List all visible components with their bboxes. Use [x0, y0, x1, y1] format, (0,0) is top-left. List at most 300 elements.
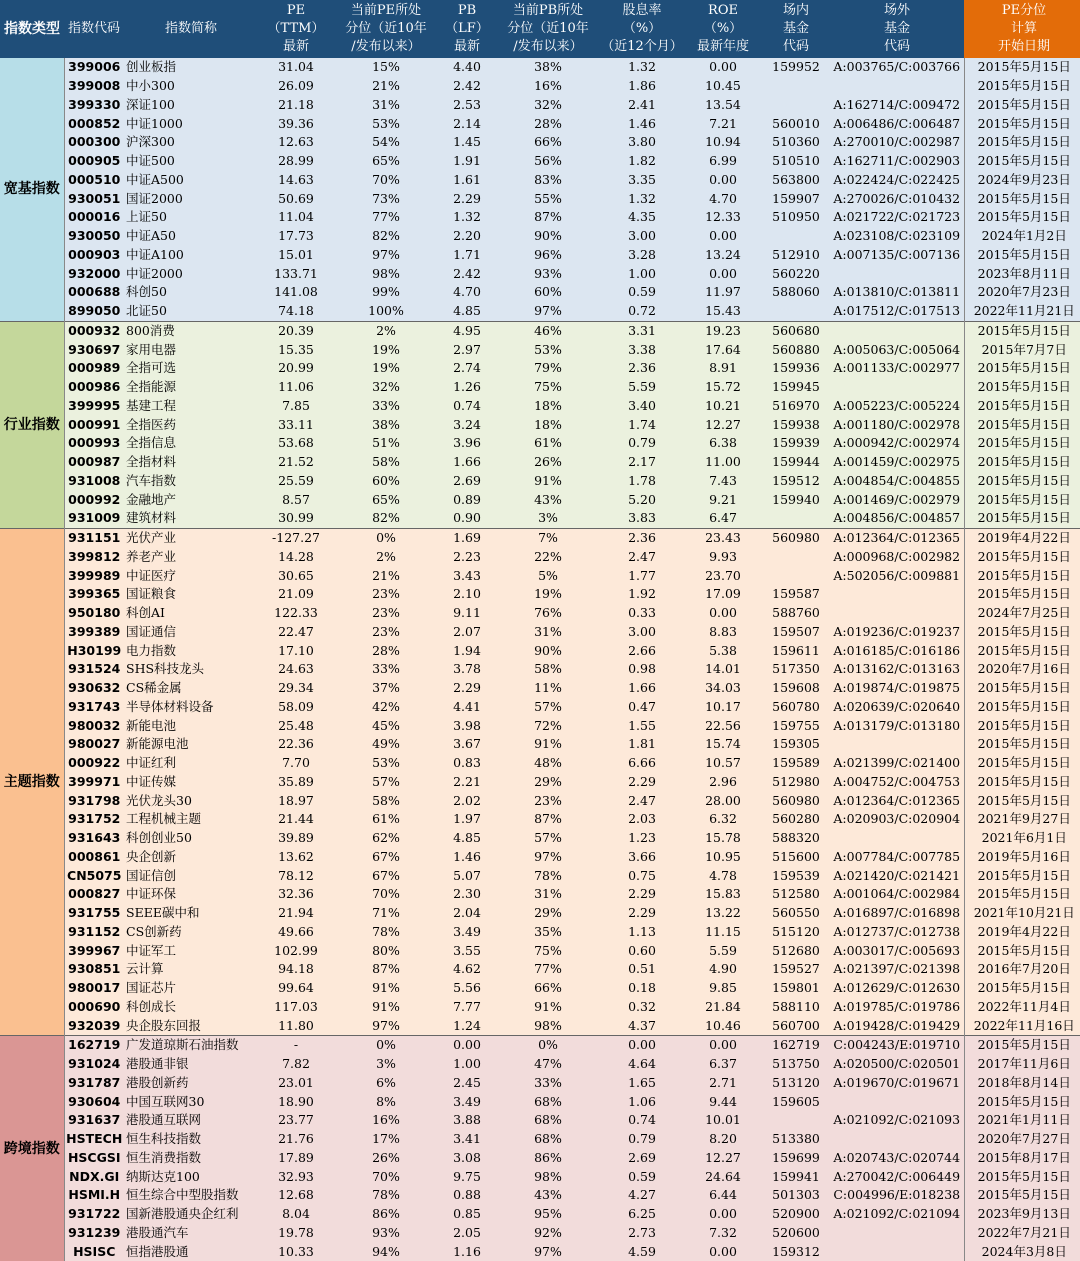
pe-percentile-cell: 0% [334, 528, 438, 547]
exchange-fund-code-cell: 159539 [762, 866, 830, 885]
exchange-fund-code-cell: 159941 [762, 1167, 830, 1186]
index-name-cell: 央企创新 [124, 848, 258, 867]
table-header-row [0, 0, 1080, 58]
pe-ttm-cell: 39.89 [258, 829, 334, 848]
pe-percentile-cell: 53% [334, 754, 438, 773]
table-row [0, 434, 1080, 453]
exchange-fund-code-cell: 162719 [762, 1036, 830, 1055]
index-code-cell: 931152 [64, 923, 124, 942]
exchange-fund-code-cell: 513120 [762, 1074, 830, 1093]
roe-cell: 0.00 [684, 58, 762, 77]
otc-fund-code-cell: A:000942/C:002974 [830, 434, 964, 453]
index-name-cell: 全指材料 [124, 453, 258, 472]
pb-lf-cell: 1.00 [438, 1055, 496, 1074]
dividend-yield-cell: 0.32 [600, 998, 684, 1017]
dividend-yield-cell: 2.29 [600, 773, 684, 792]
pe-ttm-cell: 133.71 [258, 264, 334, 283]
pe-ttm-cell: 21.52 [258, 453, 334, 472]
index-name-cell: 国证粮食 [124, 585, 258, 604]
pb-percentile-cell: 93% [496, 264, 600, 283]
roe-cell: 10.57 [684, 754, 762, 773]
pe-ttm-cell: 7.70 [258, 754, 334, 773]
index-name-cell: 半导体材料设备 [124, 698, 258, 717]
pe-ttm-cell: 74.18 [258, 302, 334, 321]
exchange-fund-code-cell: 560680 [762, 321, 830, 340]
pe-start-date-cell: 2015年5月15日 [964, 885, 1080, 904]
pe-start-date-cell: 2023年9月13日 [964, 1205, 1080, 1224]
pb-lf-cell: 1.61 [438, 171, 496, 190]
exchange-fund-code-cell: 588760 [762, 604, 830, 623]
pe-ttm-cell: 20.39 [258, 321, 334, 340]
dividend-yield-cell: 0.72 [600, 302, 684, 321]
header-pb-lf [438, 0, 496, 58]
roe-cell: 10.45 [684, 77, 762, 96]
table-row [0, 378, 1080, 397]
index-code-cell: 899050 [64, 302, 124, 321]
pe-percentile-cell: 3% [334, 1055, 438, 1074]
roe-cell: 10.21 [684, 397, 762, 416]
roe-cell: 22.56 [684, 716, 762, 735]
pe-ttm-cell: 26.09 [258, 77, 334, 96]
exchange-fund-code-cell: 560980 [762, 528, 830, 547]
table-row [0, 1242, 1080, 1261]
otc-fund-code-cell: A:021092/C:021094 [830, 1205, 964, 1224]
exchange-fund-code-cell: 159507 [762, 623, 830, 642]
header-line: 计算 [1011, 21, 1037, 36]
otc-fund-code-cell: A:021399/C:021400 [830, 754, 964, 773]
pe-start-date-cell: 2015年5月15日 [964, 246, 1080, 265]
otc-fund-code-cell: A:012364/C:012365 [830, 528, 964, 547]
index-name-cell: 中小300 [124, 77, 258, 96]
otc-fund-code-cell: A:019874/C:019875 [830, 679, 964, 698]
table-row [0, 283, 1080, 302]
pb-lf-cell: 2.20 [438, 227, 496, 246]
otc-fund-code-cell: A:019785/C:019786 [830, 998, 964, 1017]
pe-start-date-cell: 2015年5月15日 [964, 623, 1080, 642]
dividend-yield-cell: 0.74 [600, 1111, 684, 1130]
index-name-cell: 中证A50 [124, 227, 258, 246]
pe-start-date-cell: 2024年1月2日 [964, 227, 1080, 246]
index-code-cell: 000989 [64, 359, 124, 378]
dividend-yield-cell: 4.35 [600, 208, 684, 227]
otc-fund-code-cell: A:007135/C:007136 [830, 246, 964, 265]
index-name-cell: 中证500 [124, 152, 258, 171]
pb-lf-cell: 3.43 [438, 566, 496, 585]
pb-percentile-cell: 68% [496, 1130, 600, 1149]
pe-start-date-cell: 2015年5月15日 [964, 641, 1080, 660]
header-line: PE [287, 3, 305, 18]
index-code-cell: 000905 [64, 152, 124, 171]
pe-ttm-cell: -127.27 [258, 528, 334, 547]
pe-start-date-cell: 2015年5月15日 [964, 548, 1080, 567]
pe-start-date-cell: 2016年7月20日 [964, 960, 1080, 979]
roe-cell: 21.84 [684, 998, 762, 1017]
table-row [0, 979, 1080, 998]
pb-percentile-cell: 95% [496, 1205, 600, 1224]
roe-cell: 10.95 [684, 848, 762, 867]
header-pe-start-date [964, 0, 1080, 58]
pb-lf-cell: 4.85 [438, 829, 496, 848]
pe-percentile-cell: 82% [334, 509, 438, 528]
roe-cell: 34.03 [684, 679, 762, 698]
index-name-cell: 汽车指数 [124, 472, 258, 491]
table-row [0, 848, 1080, 867]
otc-fund-code-cell: A:023108/C:023109 [830, 227, 964, 246]
otc-fund-code-cell: A:013162/C:013163 [830, 660, 964, 679]
pb-lf-cell: 1.45 [438, 133, 496, 152]
pe-ttm-cell: 31.04 [258, 58, 334, 77]
header-line: 分位（近10年 [507, 21, 589, 36]
pe-percentile-cell: 100% [334, 302, 438, 321]
pe-ttm-cell: 24.63 [258, 660, 334, 679]
dividend-yield-cell: 3.80 [600, 133, 684, 152]
pe-ttm-cell: 58.09 [258, 698, 334, 717]
table-row [0, 340, 1080, 359]
pe-start-date-cell: 2015年5月15日 [964, 96, 1080, 115]
pe-start-date-cell: 2024年9月23日 [964, 171, 1080, 190]
table-row [0, 133, 1080, 152]
pe-start-date-cell: 2019年4月22日 [964, 528, 1080, 547]
header-line: 最新 [283, 39, 309, 54]
index-name-cell: 建筑材料 [124, 509, 258, 528]
table-row [0, 397, 1080, 416]
table-row [0, 829, 1080, 848]
pe-percentile-cell: 71% [334, 904, 438, 923]
pb-lf-cell: 5.56 [438, 979, 496, 998]
dividend-yield-cell: 3.38 [600, 340, 684, 359]
pb-lf-cell: 4.40 [438, 58, 496, 77]
pe-ttm-cell: 18.97 [258, 791, 334, 810]
index-code-cell: 000510 [64, 171, 124, 190]
roe-cell: 7.32 [684, 1224, 762, 1243]
table-row [0, 1111, 1080, 1130]
exchange-fund-code-cell: 588320 [762, 829, 830, 848]
roe-cell: 0.00 [684, 1036, 762, 1055]
table-row [0, 96, 1080, 115]
otc-fund-code-cell [830, 604, 964, 623]
index-name-cell: 电力指数 [124, 641, 258, 660]
otc-fund-code-cell: A:012737/C:012738 [830, 923, 964, 942]
pe-percentile-cell: 38% [334, 415, 438, 434]
pe-ttm-cell: 49.66 [258, 923, 334, 942]
header-line: 指数类型 [4, 21, 60, 37]
index-code-cell: 931755 [64, 904, 124, 923]
table-row [0, 208, 1080, 227]
otc-fund-code-cell: A:021420/C:021421 [830, 866, 964, 885]
pb-percentile-cell: 77% [496, 960, 600, 979]
pe-percentile-cell: 78% [334, 1186, 438, 1205]
index-code-cell: NDX.GI [64, 1167, 124, 1186]
pe-percentile-cell: 99% [334, 283, 438, 302]
dividend-yield-cell: 1.78 [600, 472, 684, 491]
otc-fund-code-cell: A:021092/C:021093 [830, 1111, 964, 1130]
pb-percentile-cell: 31% [496, 885, 600, 904]
pe-start-date-cell: 2015年5月15日 [964, 866, 1080, 885]
header-line: /发布以来） [513, 39, 582, 54]
exchange-fund-code-cell [762, 509, 830, 528]
pe-ttm-cell: 99.64 [258, 979, 334, 998]
index-code-cell: 000986 [64, 378, 124, 397]
header-line: 代码 [884, 39, 910, 54]
pb-percentile-cell: 66% [496, 979, 600, 998]
table-row [0, 1055, 1080, 1074]
dividend-yield-cell: 2.73 [600, 1224, 684, 1243]
table-row [0, 415, 1080, 434]
pb-lf-cell: 4.70 [438, 283, 496, 302]
otc-fund-code-cell [830, 378, 964, 397]
index-code-cell: 931524 [64, 660, 124, 679]
header-pe-ttm [258, 0, 334, 58]
table-row [0, 960, 1080, 979]
pe-ttm-cell: 35.89 [258, 773, 334, 792]
pb-percentile-cell: 5% [496, 566, 600, 585]
index-name-cell: 央企股东回报 [124, 1016, 258, 1035]
otc-fund-code-cell: A:000968/C:002982 [830, 548, 964, 567]
index-name-cell: 新能电池 [124, 716, 258, 735]
dividend-yield-cell: 0.60 [600, 941, 684, 960]
exchange-fund-code-cell: 560010 [762, 114, 830, 133]
roe-cell: 19.23 [684, 321, 762, 340]
table-row [0, 246, 1080, 265]
pb-percentile-cell: 55% [496, 189, 600, 208]
pe-percentile-cell: 87% [334, 960, 438, 979]
exchange-fund-code-cell [762, 227, 830, 246]
index-name-cell: 光伏龙头30 [124, 791, 258, 810]
pe-ttm-cell: 33.11 [258, 415, 334, 434]
table-row [0, 566, 1080, 585]
dividend-yield-cell: 0.79 [600, 1130, 684, 1149]
index-name-cell: 中证2000 [124, 264, 258, 283]
header-line: 分位（近10年 [345, 21, 427, 36]
pe-start-date-cell: 2015年5月15日 [964, 453, 1080, 472]
dividend-yield-cell: 1.06 [600, 1092, 684, 1111]
pb-lf-cell: 4.85 [438, 302, 496, 321]
otc-fund-code-cell: A:020903/C:020904 [830, 810, 964, 829]
header-line: 基金 [783, 21, 809, 36]
index-name-cell: 北证50 [124, 302, 258, 321]
roe-cell: 23.43 [684, 528, 762, 547]
exchange-fund-code-cell: 159589 [762, 754, 830, 773]
otc-fund-code-cell [830, 264, 964, 283]
table-body [0, 58, 1080, 1261]
dividend-yield-cell: 1.32 [600, 58, 684, 77]
pe-start-date-cell: 2015年5月15日 [964, 1036, 1080, 1055]
roe-cell: 10.17 [684, 698, 762, 717]
index-code-cell: 000861 [64, 848, 124, 867]
index-code-cell: 000903 [64, 246, 124, 265]
table-row [0, 1167, 1080, 1186]
pe-start-date-cell: 2015年5月15日 [964, 397, 1080, 416]
index-code-cell: 980027 [64, 735, 124, 754]
exchange-fund-code-cell: 517350 [762, 660, 830, 679]
pb-percentile-cell: 97% [496, 1242, 600, 1261]
pb-percentile-cell: 87% [496, 810, 600, 829]
pb-lf-cell: 1.46 [438, 848, 496, 867]
pb-lf-cell: 1.69 [438, 528, 496, 547]
otc-fund-code-cell: A:021397/C:021398 [830, 960, 964, 979]
pe-ttm-cell: 19.78 [258, 1224, 334, 1243]
pe-start-date-cell: 2022年7月21日 [964, 1224, 1080, 1243]
pb-lf-cell: 9.11 [438, 604, 496, 623]
roe-cell: 6.44 [684, 1186, 762, 1205]
pe-ttm-cell: 10.33 [258, 1242, 334, 1261]
header-line: 当前PB所处 [513, 3, 583, 18]
index-code-cell: 162719 [64, 1036, 124, 1055]
pe-percentile-cell: 21% [334, 566, 438, 585]
index-code-cell: 931798 [64, 791, 124, 810]
index-name-cell: 光伏产业 [124, 528, 258, 547]
pb-percentile-cell: 91% [496, 735, 600, 754]
pb-percentile-cell: 32% [496, 96, 600, 115]
roe-cell: 15.43 [684, 302, 762, 321]
index-code-cell: 931151 [64, 528, 124, 547]
pe-start-date-cell: 2015年5月15日 [964, 679, 1080, 698]
pb-percentile-cell: 35% [496, 923, 600, 942]
pe-start-date-cell: 2021年9月27日 [964, 810, 1080, 829]
pb-lf-cell: 5.07 [438, 866, 496, 885]
table-row [0, 528, 1080, 547]
category-label: 宽基指数 [0, 58, 64, 321]
table-row [0, 866, 1080, 885]
roe-cell: 13.22 [684, 904, 762, 923]
pe-start-date-cell: 2020年7月23日 [964, 283, 1080, 302]
table-row [0, 1036, 1080, 1055]
pe-percentile-cell: 51% [334, 434, 438, 453]
pb-percentile-cell: 53% [496, 340, 600, 359]
table-row [0, 359, 1080, 378]
pb-percentile-cell: 26% [496, 453, 600, 472]
otc-fund-code-cell: A:022424/C:022425 [830, 171, 964, 190]
otc-fund-code-cell: A:001459/C:002975 [830, 453, 964, 472]
roe-cell: 5.38 [684, 641, 762, 660]
pe-start-date-cell: 2015年5月15日 [964, 979, 1080, 998]
index-code-cell: 399330 [64, 96, 124, 115]
index-name-cell: 港股创新药 [124, 1074, 258, 1093]
dividend-yield-cell: 6.66 [600, 754, 684, 773]
index-name-cell: 中证环保 [124, 885, 258, 904]
dividend-yield-cell: 0.59 [600, 283, 684, 302]
header-line: 最新 [454, 39, 480, 54]
pb-percentile-cell: 96% [496, 246, 600, 265]
otc-fund-code-cell [830, 1092, 964, 1111]
pb-lf-cell: 3.98 [438, 716, 496, 735]
header-line: PB [458, 3, 476, 18]
pe-percentile-cell: 78% [334, 923, 438, 942]
otc-fund-code-cell: A:017512/C:017513 [830, 302, 964, 321]
pb-percentile-cell: 90% [496, 227, 600, 246]
pe-percentile-cell: 2% [334, 548, 438, 567]
index-code-cell: 930697 [64, 340, 124, 359]
pe-ttm-cell: 14.28 [258, 548, 334, 567]
exchange-fund-code-cell: 159944 [762, 453, 830, 472]
pe-percentile-cell: 57% [334, 773, 438, 792]
pe-ttm-cell: 50.69 [258, 189, 334, 208]
index-name-cell: 全指医药 [124, 415, 258, 434]
index-code-cell: 931787 [64, 1074, 124, 1093]
exchange-fund-code-cell: 560220 [762, 264, 830, 283]
roe-cell: 2.96 [684, 773, 762, 792]
dividend-yield-cell: 0.00 [600, 1036, 684, 1055]
pe-ttm-cell: 32.93 [258, 1167, 334, 1186]
dividend-yield-cell: 3.28 [600, 246, 684, 265]
index-name-cell: 养老产业 [124, 548, 258, 567]
dividend-yield-cell: 2.03 [600, 810, 684, 829]
otc-fund-code-cell: A:020639/C:020640 [830, 698, 964, 717]
otc-fund-code-cell: A:013810/C:013811 [830, 283, 964, 302]
pb-lf-cell: 9.75 [438, 1167, 496, 1186]
table-row [0, 548, 1080, 567]
roe-cell: 12.33 [684, 208, 762, 227]
exchange-fund-code-cell: 560980 [762, 791, 830, 810]
pe-ttm-cell: 18.90 [258, 1092, 334, 1111]
index-name-cell: CS稀金属 [124, 679, 258, 698]
pb-lf-cell: 4.62 [438, 960, 496, 979]
dividend-yield-cell: 0.51 [600, 960, 684, 979]
pe-start-date-cell: 2015年5月15日 [964, 1167, 1080, 1186]
exchange-fund-code-cell: 560280 [762, 810, 830, 829]
pb-percentile-cell: 97% [496, 848, 600, 867]
table-row [0, 998, 1080, 1017]
index-name-cell: 中证1000 [124, 114, 258, 133]
pe-percentile-cell: 37% [334, 679, 438, 698]
pb-lf-cell: 4.41 [438, 698, 496, 717]
roe-cell: 10.46 [684, 1016, 762, 1035]
index-code-cell: 932000 [64, 264, 124, 283]
index-name-cell: 港股通汽车 [124, 1224, 258, 1243]
index-name-cell: 云计算 [124, 960, 258, 979]
index-code-cell: 931752 [64, 810, 124, 829]
pb-lf-cell: 2.74 [438, 359, 496, 378]
pe-ttm-cell: 7.85 [258, 397, 334, 416]
index-name-cell: 中证A500 [124, 171, 258, 190]
pe-start-date-cell: 2015年5月15日 [964, 754, 1080, 773]
otc-fund-code-cell [830, 77, 964, 96]
pe-percentile-cell: 97% [334, 246, 438, 265]
index-name-cell: 金融地产 [124, 490, 258, 509]
exchange-fund-code-cell [762, 302, 830, 321]
pb-lf-cell: 2.10 [438, 585, 496, 604]
dividend-yield-cell: 1.86 [600, 77, 684, 96]
otc-fund-code-cell: A:012629/C:012630 [830, 979, 964, 998]
otc-fund-code-cell: A:162714/C:009472 [830, 96, 964, 115]
otc-fund-code-cell [830, 585, 964, 604]
dividend-yield-cell: 3.00 [600, 623, 684, 642]
header-line: 最新年度 [697, 39, 749, 54]
index-code-cell: 000827 [64, 885, 124, 904]
table-row [0, 509, 1080, 528]
header-line: （LF） [445, 21, 489, 36]
roe-cell: 2.71 [684, 1074, 762, 1093]
otc-fund-code-cell [830, 735, 964, 754]
pe-percentile-cell: 73% [334, 189, 438, 208]
exchange-fund-code-cell: 510360 [762, 133, 830, 152]
dividend-yield-cell: 2.47 [600, 548, 684, 567]
index-name-cell: 恒生消费指数 [124, 1149, 258, 1168]
pb-lf-cell: 2.42 [438, 77, 496, 96]
index-code-cell: 931643 [64, 829, 124, 848]
exchange-fund-code-cell [762, 548, 830, 567]
pb-percentile-cell: 91% [496, 472, 600, 491]
dividend-yield-cell: 0.75 [600, 866, 684, 885]
pe-ttm-cell: 32.36 [258, 885, 334, 904]
pe-percentile-cell: 91% [334, 979, 438, 998]
pb-lf-cell: 2.29 [438, 189, 496, 208]
index-code-cell: 980032 [64, 716, 124, 735]
pb-lf-cell: 3.67 [438, 735, 496, 754]
pe-start-date-cell: 2021年6月1日 [964, 829, 1080, 848]
pe-percentile-cell: 19% [334, 340, 438, 359]
roe-cell: 0.00 [684, 264, 762, 283]
